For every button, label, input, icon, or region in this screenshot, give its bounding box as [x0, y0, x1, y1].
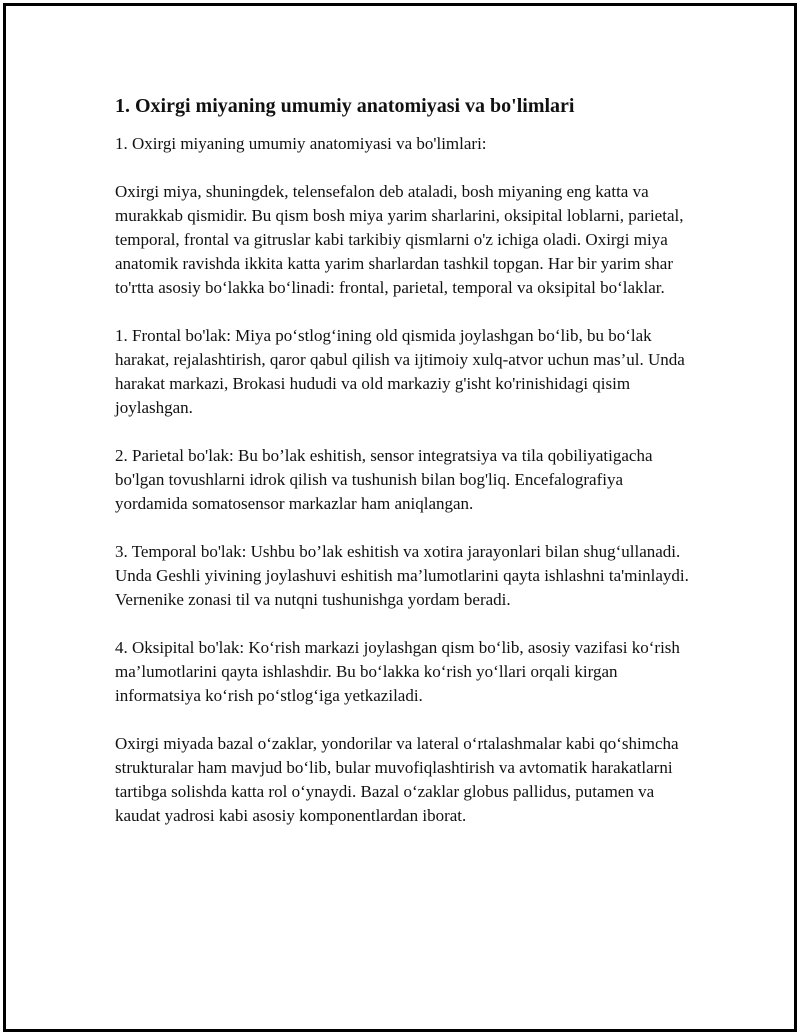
- paragraph-temporal: 3. Temporal bo'lak: Ushbu bo’lak eshitish va xotira jarayonlari bilan shug‘ullanadi. Unda Geshli yivining joylashuvi eshitish ma’lumotlarini qayta ishlashni ta'minlaydi. Vernenike zonasi til va nutqni tushunishga yordam beradi.: [115, 542, 689, 609]
- paragraph-parietal: 2. Parietal bo'lak: Bu bo’lak eshitish, sensor integratsiya va tila qobiliyatigacha bo'lgan tovushlarni idrok qilish va tushunish bilan bog'liq. Encefalografiya yordamida somatosensor markazlar ham aniqlangan.: [115, 446, 653, 513]
- document-body: [115, 92, 695, 852]
- paragraph-occipital: 4. Oksipital bo'lak: Ko‘rish markazi joylashgan qism bo‘lib, asosiy vazifasi ko‘rish ma’lumotlarini qayta ishlashdir. Bu bo‘lakka ko‘rish yo‘llari orqali kirgan informatsiya ko‘rish po‘stlog‘iga yetkaziladi.: [115, 638, 680, 705]
- section-subheading: 1. Oxirgi miyaning umumiy anatomiyasi va bo'limlari:: [115, 134, 487, 153]
- document-title: 1. Oxirgi miyaning umumiy anatomiyasi va bo'limlari: [115, 95, 575, 117]
- paragraph-intro: Oxirgi miya, shuningdek, telensefalon deb ataladi, bosh miyaning eng katta va murakkab qismidir. Bu qism bosh miya yarim sharlarini, oksipital loblarni, parietal, temporal, frontal va gitruslar kabi tarkibiy qismlarni o'z ichiga oladi. Oxirgi miya anatomik ravishda ikkita katta yarim sharlardan tashkil topgan. Har bir yarim shar to'rtta asosiy bo‘lakka bo‘linadi: frontal, parietal, temporal va oksipital bo‘laklar.: [115, 182, 684, 297]
- paragraph-basal-nuclei: Oxirgi miyada bazal o‘zaklar, yondorilar va lateral o‘rtalashmalar kabi qo‘shimcha strukturalar ham mavjud bo‘lib, bular muvofiqlashtirish va avtomatik harakatlarni tartibga solishda katta rol o‘ynaydi. Bazal o‘zaklar globus pallidus, putamen va kaudat yadrosi kabi asosiy komponentlardan iborat.: [115, 734, 679, 825]
- paragraph-frontal: 1. Frontal bo'lak: Miya po‘stlog‘ining old qismida joylashgan bo‘lib, bu bo‘lak harakat, rejalashtirish, qaror qabul qilish va ijtimoiy xulq-atvor uchun mas’ul. Unda harakat markazi, Brokasi hududi va old markaziy g'isht ko'rinishidagi qisim joylashgan.: [115, 326, 685, 417]
